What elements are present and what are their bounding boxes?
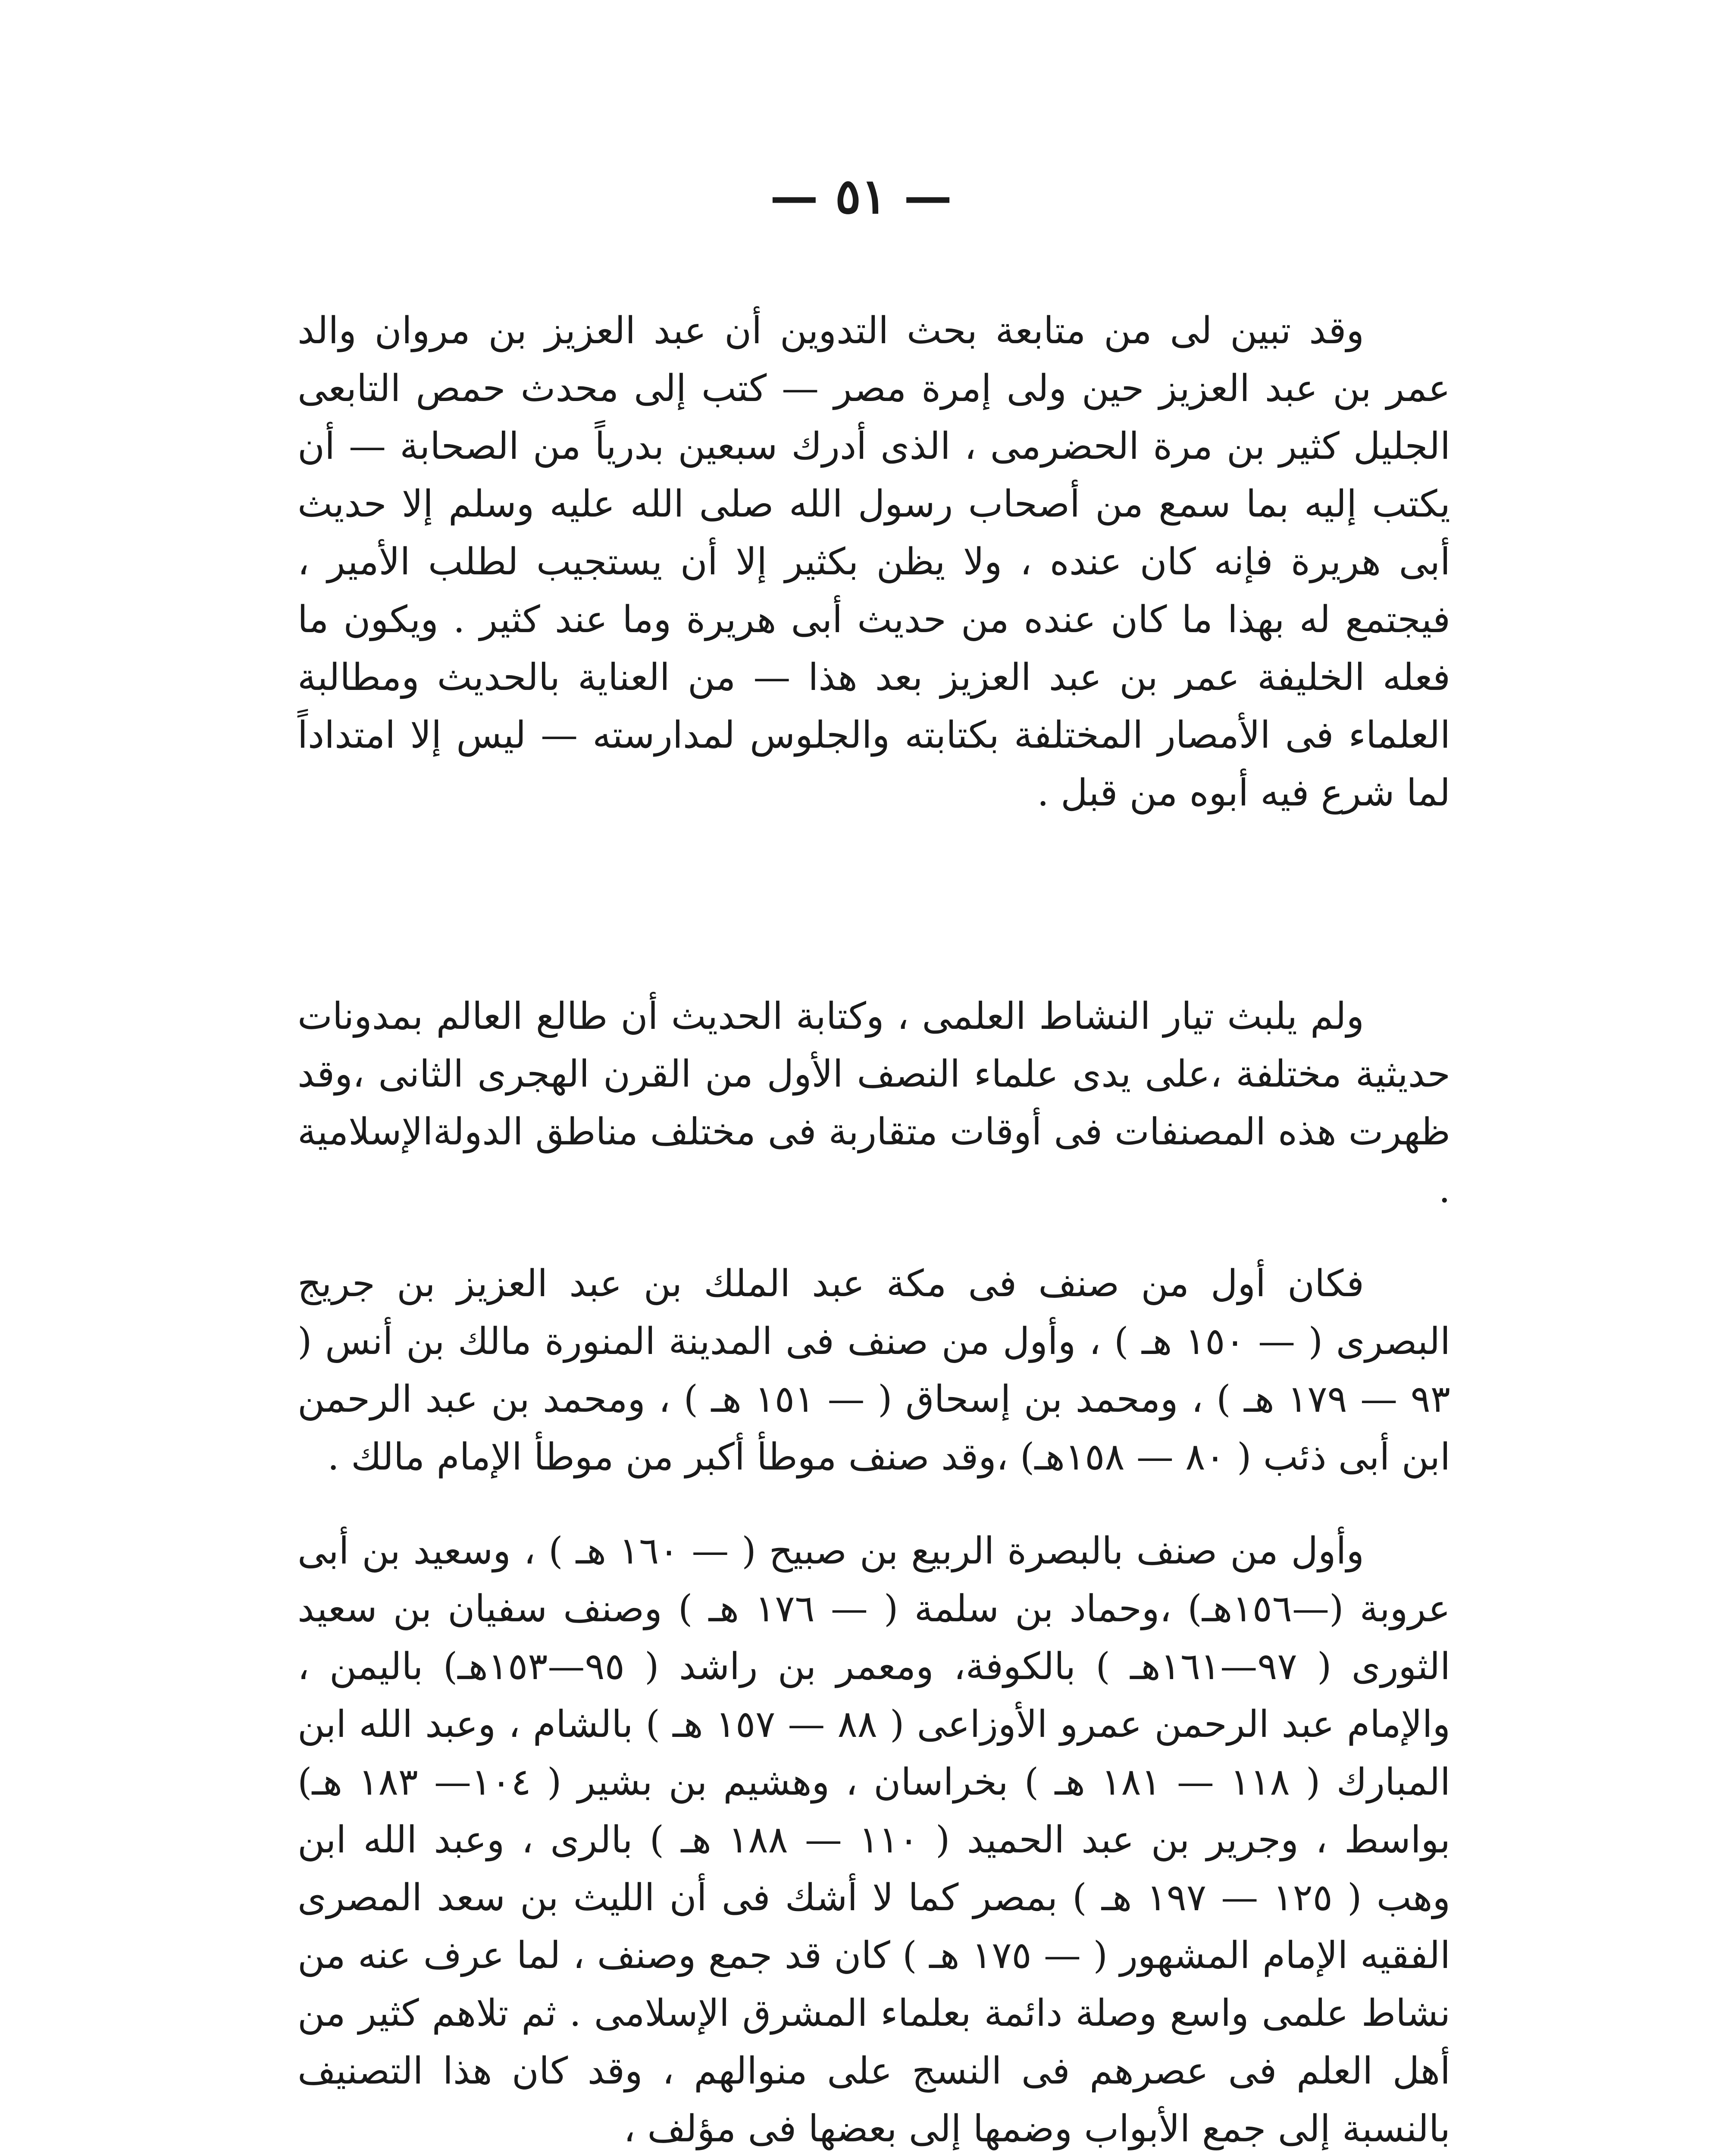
paragraph-1: وقد تبين لى من متابعة بحث التدوين أن عبد العزيز بن مروان والد عمر بن عبد العزيز حين ولى إمرة مصر — كتب إلى محدث حمص التابعى الجليل كثير بن مرة الحضرمى ، الذى أدرك سبعين بدرياً من الصحابة — أن يكتب إليه بما سمع من أصحاب رسول الله صلى الله عليه وسلم إلا حديث أبى هريرة فإنه كان عنده ، ولا يظن بكثير إلا أن يستجيب لطلب الأمير ، فيجتمع له بهذا ما كان عنده من حديث أبى هريرة وما عند كثير . ويكون ما فعله الخليفة عمر بن عبد العزيز بعد هذا — من العناية بالحديث ومطالبة العلماء فى الأمصار المختلفة بكتابته والجلوس لمدارسته — ليس إلا امتداداً لما شرع فيه أبوه من قبل . [297, 309, 1450, 815]
paragraph-2: ولم يلبث تيار النشاط العلمى ، وكتابة الحديث أن طالع العالم بمدونات حديثية مختلفة ،على يدى علماء النصف الأول من القرن الهجرى الثانى ،وقد ظهرت هذه المصنفات فى أوقات متقاربة فى مختلف مناطق الدولةالإسلامية . [297, 995, 1450, 1211]
paragraph-3: فكان أول من صنف فى مكة عبد الملك بن عبد العزيز بن جريج البصرى ( — ١٥٠ هـ ) ، وأول من صنف فى المدينة المنورة مالك بن أنس ( ٩٣ — ١٧٩ هـ ) ، ومحمد بن إسحاق ( — ١٥١ هـ ) ، ومحمد بن عبد الرحمن ابن أبى ذئب ( ٨٠ — ١٥٨هـ) ،وقد صنف موطأ أكبر من موطأ الإمام مالك . [297, 1262, 1451, 1479]
page-number: — ٥١ — [770, 168, 952, 225]
paragraph-4: وأول من صنف بالبصرة الربيع بن صبيح ( — ١٦٠ هـ ) ، وسعيد بن أبى عروبة (—١٥٦هـ) ،وحماد بن سلمة ( — ١٧٦ هـ ) وصنف سفيان بن سعيد الثورى ( ٩٧—١٦١هـ ) بالكوفة، ومعمر بن راشد ( ٩٥—١٥٣هـ) باليمن ، والإمام عبد الرحمن عمرو الأوزاعى ( ٨٨ — ١٥٧ هـ ) بالشام ، وعبد الله ابن المبارك ( ١١٨ — ١٨١ هـ ) بخراسان ، وهشيم بن بشير ( ١٠٤— ١٨٣ هـ) بواسط ، وجرير بن عبد الحميد ( ١١٠ — ١٨٨ هـ ) بالرى ، وعبد الله ابن وهب ( ١٢٥ — ١٩٧ هـ ) بمصر كما لا أشك فى أن الليث بن سعد المصرى الفقيه الإمام المشهور ( — ١٧٥ هـ ) كان قد جمع وصنف ، لما عرف عنه من نشاط علمى واسع وصلة دائمة بعلماء المشرق الإسلامى . ثم تلاهم كثير من أهل العلم فى عصرهم فى النسج على منوالهم ، وقد كان هذا التصنيف بالنسبة إلى جمع الأبواب وضمها إلى بعضها فى مؤلف ، [297, 1529, 1451, 2150]
body-text [297, 302, 1450, 2156]
